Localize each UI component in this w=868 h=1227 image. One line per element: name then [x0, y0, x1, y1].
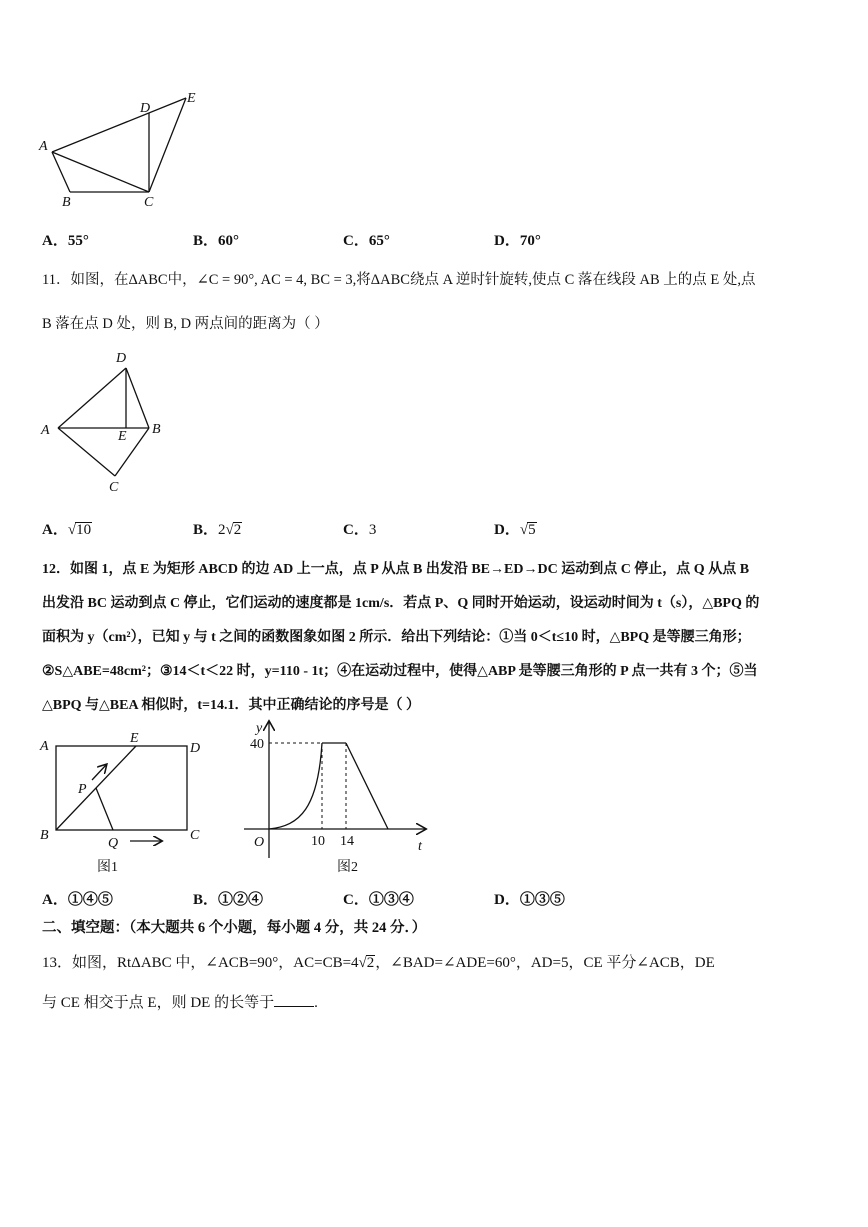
q11-label-a: A — [41, 423, 50, 438]
q10-label-d: D — [140, 101, 151, 116]
q12-fig1-label-a: A — [40, 739, 49, 754]
q10-label-c: C — [144, 195, 154, 210]
q13-line1: 13．如图，RtΔABC 中，∠ACB=90°，AC=CB=4√2，∠BAD=∠ADE=60°，AD=5，CE 平分∠ACB，DE — [42, 955, 715, 971]
q10-option-a[interactable]: A．55° — [42, 233, 89, 249]
q11-figure — [36, 348, 176, 498]
q11-label-d: D — [116, 351, 127, 366]
q12-figure-2 — [240, 718, 440, 878]
q12-line2: 出发沿 BC 运动到点 C 停止，它们运动的速度都是 1cm/s．若点 P、Q 同时开始运动，设运动时间为 t（s），△BPQ 的 — [42, 596, 760, 611]
q12-option-c[interactable]: C．①③④ — [343, 892, 414, 908]
q10-label-a: A — [39, 139, 48, 154]
q12-fig1-label-e: E — [130, 731, 139, 746]
q10-option-d[interactable]: D．70° — [494, 233, 541, 249]
q12-fig2-t-tick-14: 14 — [340, 834, 354, 849]
q10-label-e: E — [187, 91, 196, 106]
q12-fig2-t-label: t — [418, 839, 422, 854]
q10-option-b[interactable]: B．60° — [193, 233, 240, 249]
q12-line3: 面积为 y（cm²），已知 y 与 t 之间的函数图象如图 2 所示．给出下列结论：①当 0＜t≤10 时，△BPQ 是等腰三角形； — [42, 630, 751, 645]
q11-label-c: C — [109, 480, 119, 495]
q12-fig2-caption: 图2 — [337, 860, 358, 875]
q11-option-a-radicand: 10 — [76, 522, 92, 538]
q10-figure — [36, 88, 206, 210]
q12-fig1-caption: 图1 — [97, 860, 118, 875]
q12-fig1-label-p: P — [78, 782, 87, 797]
q12-fig2-y-tick: 40 — [250, 737, 264, 752]
q11-label-b: B — [152, 422, 161, 437]
q11-option-d[interactable]: D．√5 — [494, 522, 536, 538]
q12-fig1-label-c: C — [190, 828, 200, 843]
q13-line2: 与 CE 相交于点 E，则 DE 的长等于 . — [42, 991, 318, 1012]
q12-fig1-label-b: B — [40, 828, 49, 843]
q11-label-e: E — [118, 429, 127, 444]
q12-fig1-label-q: Q — [108, 836, 119, 851]
q12-fig2-origin: O — [254, 835, 265, 850]
q12-line1: 12．如图 1，点 E 为矩形 ABCD 的边 AD 上一点，点 P 从点 B 出发沿 BE→ED→DC 运动到点 C 停止，点 Q 从点 B — [42, 562, 750, 577]
q12-figure-1 — [36, 726, 216, 876]
q11-line2: B 落在点 D 处，则 B, D 两点间的距离为（ ） — [42, 316, 329, 332]
q12-option-a[interactable]: A．①④⑤ — [42, 892, 113, 908]
q12-line4: ②S△ABE=48cm²；③14＜t＜22 时，y=110 - 1t；④在运动过程中，使得△ABP 是等腰三角形的 P 点一共有 3 个；⑤当 — [42, 664, 758, 679]
q10-label-b: B — [62, 195, 71, 210]
q12-option-b[interactable]: B．①②④ — [193, 892, 264, 908]
q11-option-c[interactable]: C．3 — [343, 522, 377, 538]
section-2-title: 二、填空题：（本大题共 6 个小题，每小题 4 分，共 24 分．） — [42, 920, 427, 936]
q12-option-d[interactable]: D．①③⑤ — [494, 892, 565, 908]
q12-fig2-t-tick-10: 10 — [311, 834, 325, 849]
q11-option-d-radicand: 5 — [528, 522, 536, 538]
q12-line5: △BPQ 与△BEA 相似时，t=14.1．其中正确结论的序号是（ ） — [42, 698, 420, 713]
q11-option-a[interactable]: A．√10 — [42, 522, 92, 538]
q11-option-b[interactable]: B．2√2 — [193, 522, 242, 538]
q12-fig2-y-label: y — [256, 721, 263, 736]
q13-radicand: 2 — [366, 955, 375, 971]
q13-answer-blank[interactable] — [274, 992, 314, 1007]
q10-option-c[interactable]: C．65° — [343, 233, 390, 249]
q11-option-b-radicand: 2 — [233, 522, 242, 538]
q11-line1: 11．如图，在ΔABC中，∠C = 90°, AC = 4, BC = 3,将ΔABC绕点 A 逆时针旋转,使点 C 落在线段 AB 上的点 E 处,点 — [42, 272, 756, 288]
q12-fig1-label-d: D — [190, 741, 201, 756]
